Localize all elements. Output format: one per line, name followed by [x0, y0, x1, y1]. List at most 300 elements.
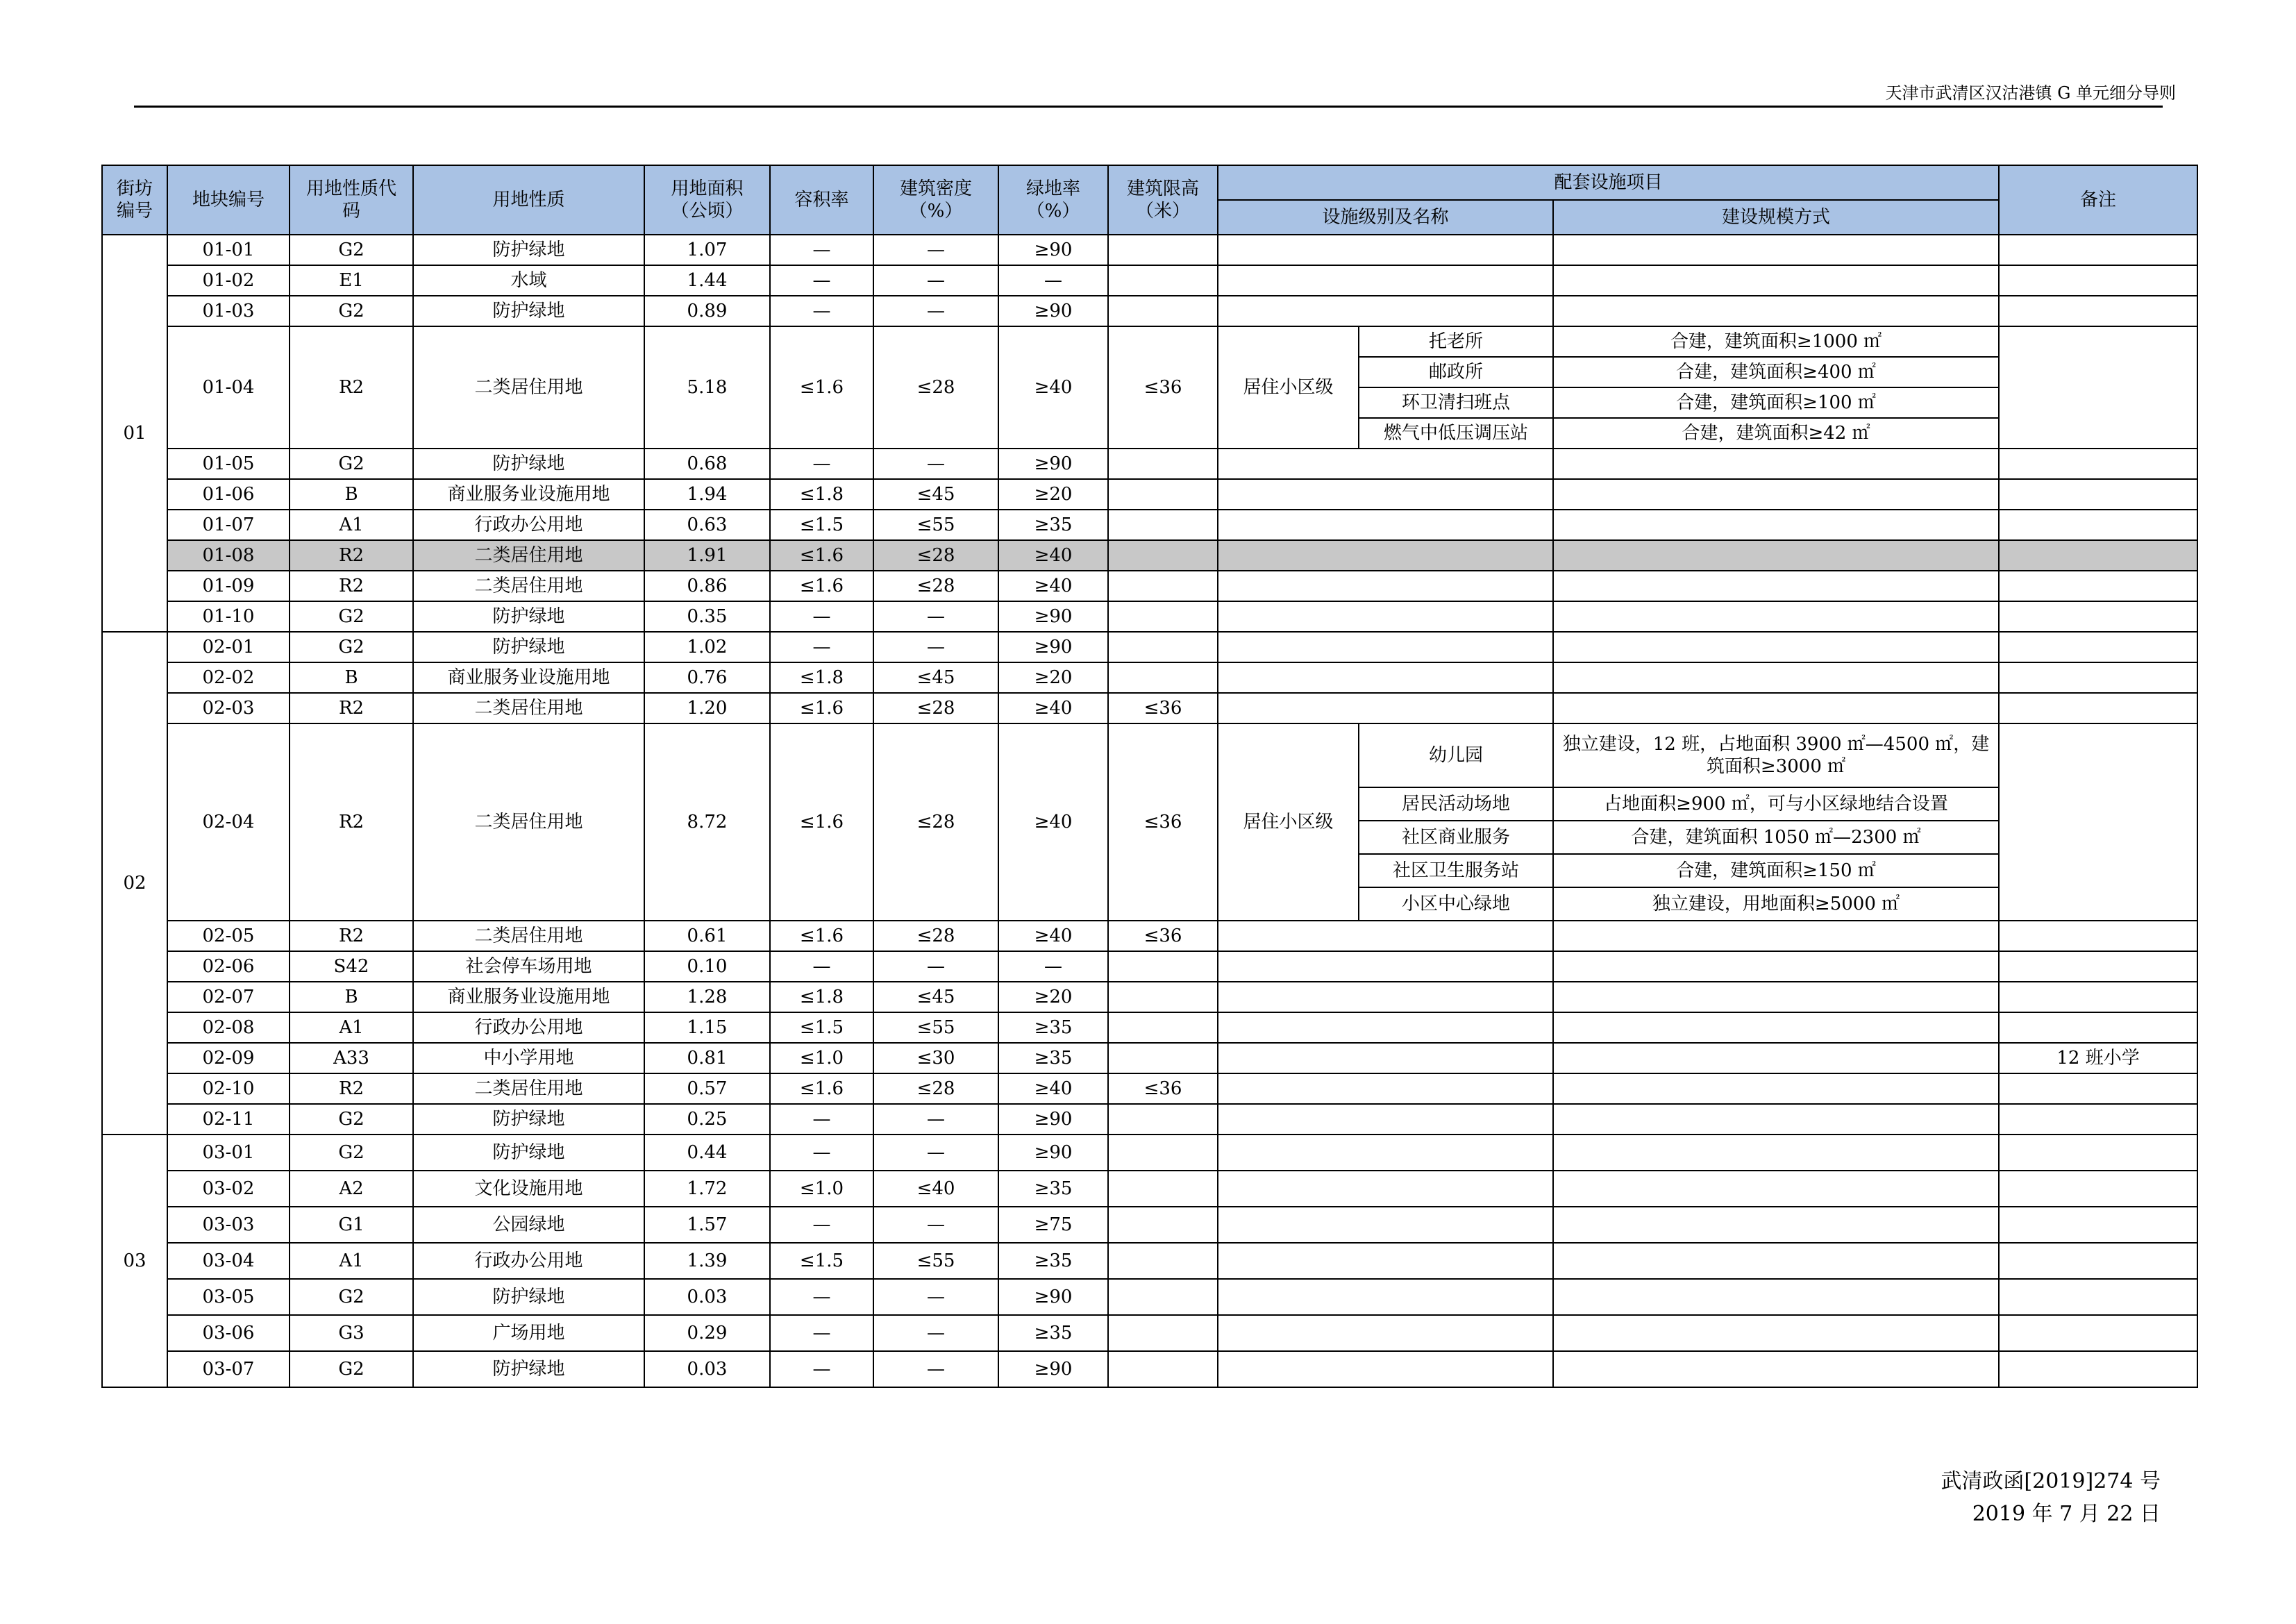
- table-row: [102, 1207, 2197, 1243]
- facility-scale-cell: [1553, 1279, 1999, 1315]
- landuse-code-cell: B: [290, 479, 413, 510]
- landuse-code-cell: G2: [290, 632, 413, 662]
- plot-number-cell: 02-10: [167, 1073, 290, 1104]
- land-area-cell: 0.10: [644, 951, 770, 982]
- landuse-code-cell: S42: [290, 951, 413, 982]
- facility-level-name-cell: [1218, 479, 1553, 510]
- land-area-cell: 5.18: [644, 326, 770, 449]
- facility-scale-cell: 合建，建筑面积 1050 ㎡—2300 ㎡: [1553, 821, 1999, 854]
- street-number-cell: 02: [102, 632, 167, 1135]
- facility-scale-cell: [1553, 1207, 1999, 1243]
- floor-area-ratio-cell: —: [770, 1315, 873, 1351]
- building-density-cell: —: [873, 265, 998, 296]
- building-density-cell: ≤28: [873, 571, 998, 601]
- landuse-type-cell: 防护绿地: [413, 601, 644, 632]
- landuse-code-cell: R2: [290, 326, 413, 449]
- plot-number-cell: 02-09: [167, 1043, 290, 1073]
- landuse-code-cell: G1: [290, 1207, 413, 1243]
- land-area-cell: 1.94: [644, 479, 770, 510]
- landuse-code-cell: B: [290, 982, 413, 1012]
- land-area-cell: 0.25: [644, 1104, 770, 1135]
- plot-number-cell: 03-06: [167, 1315, 290, 1351]
- building-density-cell: —: [873, 632, 998, 662]
- height-limit-cell: [1108, 1012, 1218, 1043]
- building-density-cell: —: [873, 1207, 998, 1243]
- floor-area-ratio-cell: ≤1.6: [770, 571, 873, 601]
- facility-scale-cell: 合建，建筑面积≥400 ㎡: [1553, 357, 1999, 387]
- facility-scale-cell: [1553, 601, 1999, 632]
- landuse-code-cell: R2: [290, 1073, 413, 1104]
- green-ratio-cell: ≥40: [998, 1073, 1108, 1104]
- header-landuse-code: 用地性质代 码: [290, 165, 413, 235]
- green-ratio-cell: —: [998, 951, 1108, 982]
- building-density-cell: —: [873, 296, 998, 326]
- landuse-code-cell: A33: [290, 1043, 413, 1073]
- land-area-cell: 0.86: [644, 571, 770, 601]
- building-density-cell: ≤28: [873, 326, 998, 449]
- landuse-type-cell: 二类居住用地: [413, 693, 644, 723]
- remark-cell: [1999, 601, 2197, 632]
- table-row: [102, 449, 2197, 479]
- facility-scale-cell: [1553, 1315, 1999, 1351]
- building-density-cell: ≤30: [873, 1043, 998, 1073]
- plot-number-cell: 03-07: [167, 1351, 290, 1387]
- building-density-cell: ≤28: [873, 540, 998, 571]
- floor-area-ratio-cell: ≤1.6: [770, 921, 873, 951]
- remark-cell: [1999, 1207, 2197, 1243]
- remark-cell: [1999, 265, 2197, 296]
- facility-scale-cell: [1553, 693, 1999, 723]
- height-limit-cell: [1108, 540, 1218, 571]
- landuse-type-cell: 广场用地: [413, 1315, 644, 1351]
- facility-scale-cell: [1553, 540, 1999, 571]
- remark-cell: 12 班小学: [1999, 1043, 2197, 1073]
- landuse-code-cell: G2: [290, 1135, 413, 1171]
- green-ratio-cell: ≥40: [998, 571, 1108, 601]
- plot-number-cell: 01-01: [167, 235, 290, 265]
- land-area-cell: 0.44: [644, 1135, 770, 1171]
- height-limit-cell: [1108, 265, 1218, 296]
- remark-cell: [1999, 951, 2197, 982]
- facility-scale-cell: 合建，建筑面积≥1000 ㎡: [1553, 326, 1999, 357]
- facility-level-name-cell: [1218, 921, 1553, 951]
- facility-scale-cell: [1553, 951, 1999, 982]
- facility-level-name-cell: [1218, 982, 1553, 1012]
- plot-number-cell: 01-03: [167, 296, 290, 326]
- green-ratio-cell: ≥90: [998, 296, 1108, 326]
- street-number-cell: 01: [102, 235, 167, 632]
- remark-cell: [1999, 540, 2197, 571]
- plot-number-cell: 01-02: [167, 265, 290, 296]
- land-area-cell: 0.61: [644, 921, 770, 951]
- facility-name-cell: 邮政所: [1359, 357, 1553, 387]
- land-area-cell: 0.68: [644, 449, 770, 479]
- table-row: [102, 632, 2197, 662]
- document-number: 武清政函[2019]274 号: [1941, 1469, 2161, 1493]
- land-area-cell: 1.15: [644, 1012, 770, 1043]
- remark-cell: [1999, 1351, 2197, 1387]
- landuse-code-cell: A1: [290, 510, 413, 540]
- table-row: [102, 540, 2197, 571]
- table-row: [102, 1104, 2197, 1135]
- land-area-cell: 1.02: [644, 632, 770, 662]
- height-limit-cell: [1108, 1315, 1218, 1351]
- plot-number-cell: 01-07: [167, 510, 290, 540]
- landuse-code-cell: G2: [290, 235, 413, 265]
- plot-number-cell: 03-02: [167, 1171, 290, 1207]
- facility-scale-cell: [1553, 1243, 1999, 1279]
- green-ratio-cell: ≥20: [998, 982, 1108, 1012]
- plot-number-cell: 02-06: [167, 951, 290, 982]
- facility-level-name-cell: [1218, 1243, 1553, 1279]
- landuse-type-cell: 商业服务业设施用地: [413, 662, 644, 693]
- facility-scale-cell: [1553, 1073, 1999, 1104]
- remark-cell: [1999, 1104, 2197, 1135]
- landuse-code-cell: G2: [290, 449, 413, 479]
- remark-cell: [1999, 1279, 2197, 1315]
- floor-area-ratio-cell: —: [770, 632, 873, 662]
- table-row: [102, 235, 2197, 265]
- header-land-area: 用地面积 （公顷）: [644, 165, 770, 235]
- green-ratio-cell: ≥40: [998, 326, 1108, 449]
- landuse-code-cell: G2: [290, 296, 413, 326]
- land-area-cell: 1.44: [644, 265, 770, 296]
- facility-level-name-cell: [1218, 632, 1553, 662]
- landuse-type-cell: 二类居住用地: [413, 921, 644, 951]
- building-density-cell: ≤55: [873, 1012, 998, 1043]
- landuse-code-cell: R2: [290, 693, 413, 723]
- height-limit-cell: [1108, 1243, 1218, 1279]
- plot-number-cell: 03-03: [167, 1207, 290, 1243]
- facility-scale-cell: [1553, 235, 1999, 265]
- facility-scale-cell: [1553, 982, 1999, 1012]
- header-floor-area-ratio: 容积率: [770, 165, 873, 235]
- green-ratio-cell: ≥20: [998, 479, 1108, 510]
- green-ratio-cell: —: [998, 265, 1108, 296]
- height-limit-cell: [1108, 1351, 1218, 1387]
- remark-cell: [1999, 921, 2197, 951]
- header-street-number: 街坊 编号: [102, 165, 167, 235]
- table-row: [102, 1135, 2197, 1171]
- table-row: [102, 1315, 2197, 1351]
- facility-scale-cell: [1553, 662, 1999, 693]
- remark-cell: [1999, 479, 2197, 510]
- floor-area-ratio-cell: —: [770, 1104, 873, 1135]
- facility-scale-cell: [1553, 510, 1999, 540]
- landuse-code-cell: A2: [290, 1171, 413, 1207]
- plot-number-cell: 01-05: [167, 449, 290, 479]
- building-density-cell: —: [873, 1104, 998, 1135]
- landuse-type-cell: 中小学用地: [413, 1043, 644, 1073]
- table-row: [102, 479, 2197, 510]
- floor-area-ratio-cell: —: [770, 265, 873, 296]
- plot-number-cell: 01-04: [167, 326, 290, 449]
- landuse-code-cell: A1: [290, 1243, 413, 1279]
- facility-scale-cell: [1553, 1104, 1999, 1135]
- plot-number-cell: 02-04: [167, 723, 290, 921]
- green-ratio-cell: ≥40: [998, 693, 1108, 723]
- height-limit-cell: [1108, 1104, 1218, 1135]
- building-density-cell: ≤45: [873, 662, 998, 693]
- facility-scale-cell: 合建，建筑面积≥42 ㎡: [1553, 418, 1999, 449]
- header-green-ratio: 绿地率 （%）: [998, 165, 1108, 235]
- plot-number-cell: 01-10: [167, 601, 290, 632]
- facility-scale-cell: [1553, 1351, 1999, 1387]
- height-limit-cell: [1108, 1207, 1218, 1243]
- remark-cell: [1999, 662, 2197, 693]
- plot-number-cell: 01-09: [167, 571, 290, 601]
- green-ratio-cell: ≥90: [998, 1104, 1108, 1135]
- facility-name-cell: 环卫清扫班点: [1359, 387, 1553, 418]
- landuse-type-cell: 防护绿地: [413, 235, 644, 265]
- remark-cell: [1999, 296, 2197, 326]
- landuse-type-cell: 行政办公用地: [413, 1012, 644, 1043]
- green-ratio-cell: ≥40: [998, 723, 1108, 921]
- plot-number-cell: 03-04: [167, 1243, 290, 1279]
- land-area-cell: 0.03: [644, 1351, 770, 1387]
- remark-cell: [1999, 982, 2197, 1012]
- table-row: [102, 265, 2197, 296]
- green-ratio-cell: ≥35: [998, 510, 1108, 540]
- landuse-type-cell: 防护绿地: [413, 1104, 644, 1135]
- land-area-cell: 1.72: [644, 1171, 770, 1207]
- landuse-code-cell: R2: [290, 540, 413, 571]
- building-density-cell: ≤28: [873, 723, 998, 921]
- height-limit-cell: [1108, 1135, 1218, 1171]
- facility-scale-cell: 独立建设，用地面积≥5000 ㎡: [1553, 887, 1999, 921]
- green-ratio-cell: ≥90: [998, 449, 1108, 479]
- remark-cell: [1999, 510, 2197, 540]
- table-row: [102, 1043, 2197, 1073]
- table-row: [102, 571, 2197, 601]
- land-area-cell: 1.07: [644, 235, 770, 265]
- building-density-cell: ≤55: [873, 510, 998, 540]
- plot-number-cell: 02-07: [167, 982, 290, 1012]
- floor-area-ratio-cell: —: [770, 951, 873, 982]
- plot-number-cell: 02-02: [167, 662, 290, 693]
- green-ratio-cell: ≥35: [998, 1243, 1108, 1279]
- header-building-density: 建筑密度 （%）: [873, 165, 998, 235]
- document-date: 2019 年 7 月 22 日: [1972, 1502, 2161, 1526]
- green-ratio-cell: ≥90: [998, 1351, 1108, 1387]
- floor-area-ratio-cell: ≤1.8: [770, 479, 873, 510]
- plot-number-cell: 01-06: [167, 479, 290, 510]
- floor-area-ratio-cell: ≤1.6: [770, 1073, 873, 1104]
- facility-scale-cell: [1553, 479, 1999, 510]
- landuse-type-cell: 防护绿地: [413, 1351, 644, 1387]
- table-row: [102, 693, 2197, 723]
- landuse-type-cell: 二类居住用地: [413, 540, 644, 571]
- green-ratio-cell: ≥40: [998, 540, 1108, 571]
- landuse-type-cell: 防护绿地: [413, 1135, 644, 1171]
- height-limit-cell: [1108, 479, 1218, 510]
- facility-scale-cell: 合建，建筑面积≥150 ㎡: [1553, 854, 1999, 887]
- land-area-cell: 1.39: [644, 1243, 770, 1279]
- landuse-type-cell: 防护绿地: [413, 449, 644, 479]
- height-limit-cell: [1108, 662, 1218, 693]
- facility-level-name-cell: [1218, 1171, 1553, 1207]
- floor-area-ratio-cell: —: [770, 235, 873, 265]
- floor-area-ratio-cell: —: [770, 449, 873, 479]
- header-height-limit: 建筑限高 （米）: [1108, 165, 1218, 235]
- remark-cell: [1999, 235, 2197, 265]
- green-ratio-cell: ≥35: [998, 1171, 1108, 1207]
- height-limit-cell: ≤36: [1108, 326, 1218, 449]
- header-remarks: 备注: [1999, 165, 2197, 235]
- facility-name-cell: 幼儿园: [1359, 723, 1553, 787]
- table-row: [102, 1351, 2197, 1387]
- height-limit-cell: [1108, 982, 1218, 1012]
- height-limit-cell: [1108, 951, 1218, 982]
- floor-area-ratio-cell: ≤1.6: [770, 693, 873, 723]
- facility-level-name-cell: [1218, 510, 1553, 540]
- landuse-code-cell: B: [290, 662, 413, 693]
- remark-cell: [1999, 1012, 2197, 1043]
- table-row: [102, 951, 2197, 982]
- table-row: [102, 982, 2197, 1012]
- landuse-code-cell: R2: [290, 723, 413, 921]
- table-row: [102, 510, 2197, 540]
- facility-name-cell: 社区商业服务: [1359, 821, 1553, 854]
- plot-number-cell: 01-08: [167, 540, 290, 571]
- facility-level-name-cell: [1218, 662, 1553, 693]
- landuse-code-cell: G3: [290, 1315, 413, 1351]
- remark-cell: [1999, 723, 2197, 921]
- landuse-code-cell: G2: [290, 1279, 413, 1315]
- height-limit-cell: [1108, 632, 1218, 662]
- building-density-cell: —: [873, 449, 998, 479]
- plot-number-cell: 03-05: [167, 1279, 290, 1315]
- landuse-type-cell: 二类居住用地: [413, 571, 644, 601]
- table-row: [102, 921, 2197, 951]
- plot-number-cell: 02-11: [167, 1104, 290, 1135]
- floor-area-ratio-cell: ≤1.8: [770, 982, 873, 1012]
- table-row: [102, 1279, 2197, 1315]
- landuse-code-cell: E1: [290, 265, 413, 296]
- facility-level-name-cell: [1218, 693, 1553, 723]
- plot-number-cell: 02-08: [167, 1012, 290, 1043]
- landuse-type-cell: 行政办公用地: [413, 510, 644, 540]
- land-area-cell: 0.63: [644, 510, 770, 540]
- building-density-cell: ≤28: [873, 921, 998, 951]
- floor-area-ratio-cell: —: [770, 296, 873, 326]
- building-density-cell: —: [873, 601, 998, 632]
- green-ratio-cell: ≥90: [998, 1279, 1108, 1315]
- landuse-type-cell: 水域: [413, 265, 644, 296]
- remark-cell: [1999, 1171, 2197, 1207]
- green-ratio-cell: ≥35: [998, 1315, 1108, 1351]
- floor-area-ratio-cell: ≤1.6: [770, 723, 873, 921]
- land-area-cell: 0.29: [644, 1315, 770, 1351]
- green-ratio-cell: ≥90: [998, 235, 1108, 265]
- facility-level-name-cell: [1218, 1012, 1553, 1043]
- remark-cell: [1999, 1243, 2197, 1279]
- landuse-code-cell: R2: [290, 571, 413, 601]
- landuse-type-cell: 防护绿地: [413, 296, 644, 326]
- document-header-title: 天津市武清区汉沽港镇 G 单元细分导则: [1885, 83, 2176, 103]
- table-row: [102, 601, 2197, 632]
- floor-area-ratio-cell: ≤1.5: [770, 1012, 873, 1043]
- table-row: [102, 723, 2197, 787]
- green-ratio-cell: ≥90: [998, 632, 1108, 662]
- street-number-cell: 03: [102, 1135, 167, 1387]
- facility-scale-cell: [1553, 1012, 1999, 1043]
- landuse-code-cell: G2: [290, 1351, 413, 1387]
- floor-area-ratio-cell: —: [770, 1279, 873, 1315]
- landuse-code-cell: G2: [290, 1104, 413, 1135]
- plot-number-cell: 02-03: [167, 693, 290, 723]
- table-row: [102, 326, 2197, 357]
- floor-area-ratio-cell: ≤1.5: [770, 1243, 873, 1279]
- building-density-cell: ≤28: [873, 1073, 998, 1104]
- facility-level-name-cell: [1218, 1135, 1553, 1171]
- facility-level-name-cell: [1218, 1104, 1553, 1135]
- building-density-cell: —: [873, 1135, 998, 1171]
- building-density-cell: —: [873, 1279, 998, 1315]
- green-ratio-cell: ≥35: [998, 1043, 1108, 1073]
- facility-level-name-cell: [1218, 1315, 1553, 1351]
- facility-level-name-cell: [1218, 951, 1553, 982]
- facility-level-name-cell: [1218, 1043, 1553, 1073]
- header-facility-level-name: 设施级别及名称: [1218, 200, 1553, 235]
- facility-scale-cell: 占地面积≥900 ㎡，可与小区绿地结合设置: [1553, 787, 1999, 821]
- land-area-cell: 0.03: [644, 1279, 770, 1315]
- landuse-code-cell: G2: [290, 601, 413, 632]
- table-row: [102, 662, 2197, 693]
- land-area-cell: 0.89: [644, 296, 770, 326]
- landuse-type-cell: 文化设施用地: [413, 1171, 644, 1207]
- building-density-cell: —: [873, 1315, 998, 1351]
- floor-area-ratio-cell: ≤1.0: [770, 1171, 873, 1207]
- remark-cell: [1999, 632, 2197, 662]
- landuse-type-cell: 社会停车场用地: [413, 951, 644, 982]
- height-limit-cell: ≤36: [1108, 693, 1218, 723]
- facility-level-name-cell: [1218, 1073, 1553, 1104]
- landuse-type-cell: 公园绿地: [413, 1207, 644, 1243]
- facility-scale-cell: 独立建设，12 班，占地面积 3900 ㎡—4500 ㎡，建筑面积≥3000 ㎡: [1553, 723, 1999, 787]
- landuse-code-cell: A1: [290, 1012, 413, 1043]
- facility-level-name-cell: [1218, 571, 1553, 601]
- remark-cell: [1999, 1135, 2197, 1171]
- facility-level-name-cell: [1218, 540, 1553, 571]
- facility-name-cell: 托老所: [1359, 326, 1553, 357]
- facility-level-name-cell: [1218, 235, 1553, 265]
- facility-level-name-cell: [1218, 601, 1553, 632]
- plot-number-cell: 02-05: [167, 921, 290, 951]
- facility-level-name-cell: [1218, 1279, 1553, 1315]
- height-limit-cell: [1108, 601, 1218, 632]
- land-area-cell: 1.20: [644, 693, 770, 723]
- floor-area-ratio-cell: —: [770, 1207, 873, 1243]
- header-supporting-facilities: 配套设施项目: [1218, 165, 1999, 200]
- remark-cell: [1999, 1073, 2197, 1104]
- height-limit-cell: ≤36: [1108, 1073, 1218, 1104]
- remark-cell: [1999, 571, 2197, 601]
- building-density-cell: ≤45: [873, 982, 998, 1012]
- facility-scale-cell: [1553, 1135, 1999, 1171]
- facility-level-name-cell: [1218, 296, 1553, 326]
- land-area-cell: 1.28: [644, 982, 770, 1012]
- landuse-type-cell: 防护绿地: [413, 632, 644, 662]
- facility-scale-cell: [1553, 571, 1999, 601]
- facility-scale-cell: [1553, 632, 1999, 662]
- facility-scale-cell: [1553, 921, 1999, 951]
- landuse-type-cell: 商业服务业设施用地: [413, 479, 644, 510]
- land-area-cell: 8.72: [644, 723, 770, 921]
- green-ratio-cell: ≥90: [998, 1135, 1108, 1171]
- green-ratio-cell: ≥35: [998, 1012, 1108, 1043]
- landuse-type-cell: 商业服务业设施用地: [413, 982, 644, 1012]
